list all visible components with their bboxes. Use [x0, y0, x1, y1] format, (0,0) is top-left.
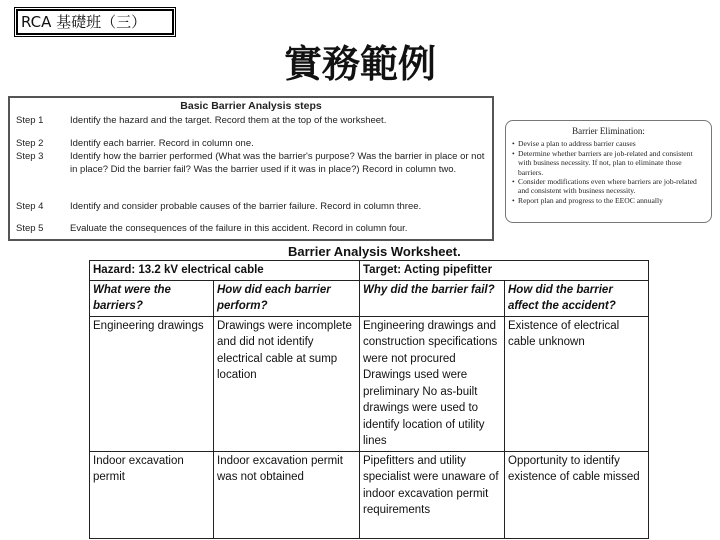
- step-number: Step 1: [16, 115, 44, 126]
- table-cell: Indoor excavation permit was not obtained: [214, 451, 360, 538]
- elimination-heading: Barrier Elimination:: [572, 126, 645, 136]
- hazard-cell: Hazard: 13.2 kV electrical cable: [90, 261, 360, 281]
- barrier-elimination-box: [505, 120, 712, 223]
- slide-title: 實務範例: [283, 41, 436, 86]
- column-header: What were the barriers?: [90, 280, 214, 316]
- step-number: Step 3: [16, 151, 44, 162]
- elimination-item: • Consider modifications even where barriers are job-related and consistent with business necessity.: [512, 177, 705, 196]
- step-text: Identify the hazard and the target. Record them at the top of the worksheet.: [70, 115, 387, 126]
- table-cell: Pipefitters and utility specialist were unaware of indoor excavation permit requirements: [360, 451, 505, 538]
- step-text: Evaluate the consequences of the failure in this accident. Record in column four.: [70, 223, 408, 234]
- course-label: RCA 基礎班（三）: [14, 7, 176, 37]
- table-cell: Opportunity to identify existence of cable missed: [505, 451, 649, 538]
- column-header: Why did the barrier fail?: [360, 280, 505, 316]
- elimination-item: • Report plan and progress to the EEOC annually: [512, 196, 705, 205]
- elimination-list: [512, 139, 705, 205]
- step-text: Identify each barrier. Record in column one.: [70, 138, 254, 149]
- step-number: Step 5: [16, 223, 44, 234]
- step-text: Identify and consider probable causes of the barrier failure. Record in column three.: [70, 201, 422, 212]
- elimination-item: • Determine whether barriers are job-related and consistent with business necessity. If not, plan to eliminate those barriers.: [512, 149, 705, 177]
- column-header: How did the barrier affect the accident?: [505, 280, 649, 316]
- elimination-item: • Devise a plan to address barrier causes: [512, 139, 705, 148]
- step-number: Step 4: [16, 201, 44, 212]
- worksheet-title: Barrier Analysis Worksheet.: [288, 244, 461, 259]
- barrier-analysis-steps: [8, 96, 494, 241]
- hazard-target-row: [90, 261, 649, 281]
- table-row: [90, 451, 649, 538]
- table-cell: Drawings were incomplete and did not identify electrical cable at sump location: [214, 316, 360, 451]
- table-cell: Existence of electrical cable unknown: [505, 316, 649, 451]
- table-cell: Engineering drawings: [90, 316, 214, 451]
- target-cell: Target: Acting pipefitter: [360, 261, 649, 281]
- step-number: Step 2: [16, 138, 44, 149]
- table-cell: Engineering drawings and construction specifications were not procured Drawings used were preliminary No as-built drawings were used to identify location of utility lines: [360, 316, 505, 451]
- table-row: [90, 316, 649, 451]
- column-header: How did each barrier perform?: [214, 280, 360, 316]
- step-text: Identify how the barrier performed (What was the barrier's purpose? Was the barrier in place or not in place? Did the barrier fail? Was the barrier used if it was in place?) Record in column two.: [70, 151, 485, 175]
- steps-heading: Basic Barrier Analysis steps: [180, 100, 322, 112]
- barrier-analysis-worksheet: [89, 260, 649, 539]
- table-cell: Indoor excavation permit: [90, 451, 214, 538]
- table-header-row: [90, 280, 649, 316]
